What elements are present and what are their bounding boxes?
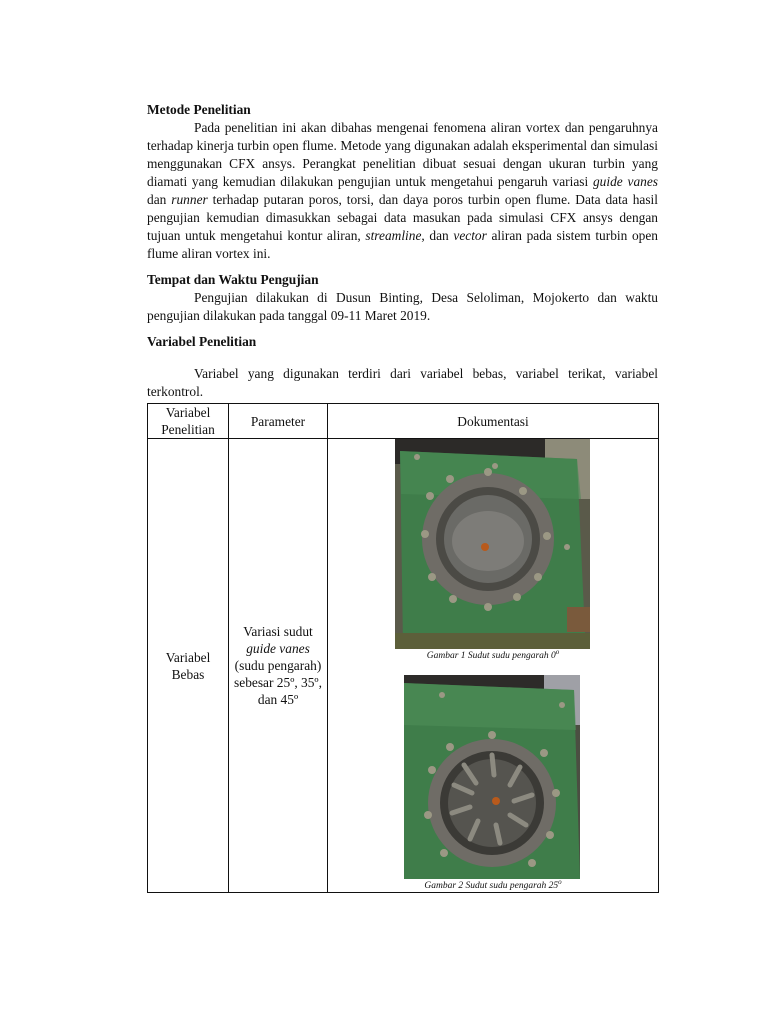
table-row xyxy=(148,439,659,893)
variabel-table xyxy=(147,403,659,893)
table-header-row xyxy=(148,404,659,439)
cell-dokumentasi xyxy=(328,439,659,893)
caption-gambar-2: Gambar 2 Sudut sudu pengarah 25$^o$ xyxy=(424,877,562,891)
header-parameter: Parameter xyxy=(229,404,328,439)
header-variabel: Variabel Penelitian xyxy=(148,404,229,439)
paragraph-tempat-waktu: Pengujian dilakukan di Dusun Binting, Desa Seloliman, Mojokerto dan waktu pengujian dilakukan pada tanggal 09-11 Maret 2019. xyxy=(147,290,658,323)
document-page xyxy=(147,101,658,893)
paragraph-variabel: Variabel yang digunakan terdiri dari variabel bebas, variabel terikat, variabel terkontrol. xyxy=(147,366,658,399)
paragraph-metode: Pada penelitian ini akan dibahas mengenai fenomena aliran vortex dan pengaruhnya terhadap kinerja turbin open flume. Metode yang digunakan adalah eksperimental dan simulasi menggunakan CFX ansys. Perangkat penelitian dibuat sesuai dengan ukuran turbin yang diamati yang kemudian dilakukan pengujian untuk mengetahui pengaruh variasi guide vanes dan runner terhadap putaran poros, torsi, dan daya poros turbin open flume. Data data hasil pengujian kemudian dimasukkan sebagai data masukan pada simulasi CFX ansys dengan tujuan untuk mengetahui kontur aliran, streamline, dan vector aliran pada sistem turbin open flume aliran vortex ini. xyxy=(147,120,658,261)
header-dokumentasi: Dokumentasi xyxy=(328,404,659,439)
heading-variabel-penelitian: Variabel Penelitian xyxy=(147,334,257,349)
photo-guide-vane-25deg xyxy=(404,675,580,879)
caption-gambar-1: Gambar 1 Sudut sudu pengarah 0$^o$ xyxy=(426,647,560,661)
heading-tempat-waktu: Tempat dan Waktu Pengujian xyxy=(147,272,319,287)
heading-metode-penelitian: Metode Penelitian xyxy=(147,102,251,117)
cell-parameter: Variasi sudut guide vanes (sudu pengarah) sebesar 25º, 35º, dan 45º xyxy=(229,439,328,893)
photo-guide-vane-0deg xyxy=(395,439,590,649)
cell-variabel-bebas: Variabel Bebas xyxy=(148,439,229,893)
